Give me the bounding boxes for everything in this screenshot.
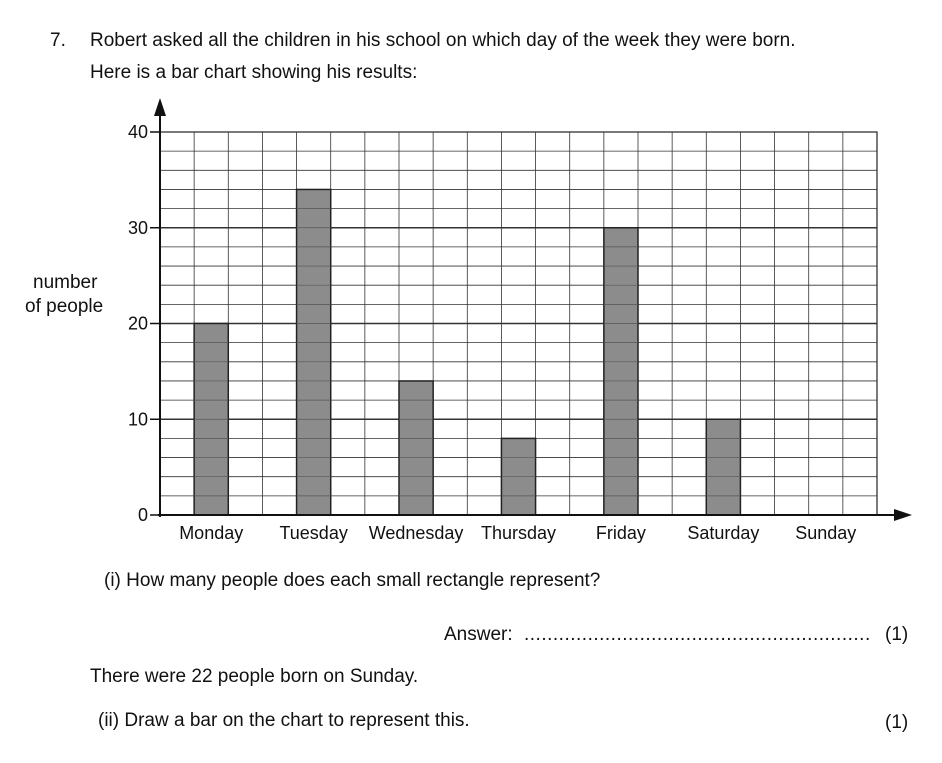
part-i-marks: (1) [885, 624, 909, 645]
y-tick-label-10: 10 [127, 409, 148, 430]
y-axis-label-line-2: of people [25, 296, 104, 317]
x-tick-label-friday: Friday [595, 523, 646, 543]
part-ii-question: (ii) Draw a bar on the chart to represent this. [98, 710, 470, 731]
x-tick-label-saturday: Saturday [687, 523, 760, 543]
bar-saturday [706, 419, 740, 515]
y-axis-label-line-1: number [33, 272, 98, 293]
y-axis-arrow-icon [154, 98, 166, 116]
question-intro-line-1: Robert asked all the children in his school on which day of the week they were born. [90, 30, 796, 51]
y-tick-label-40: 40 [127, 122, 148, 142]
y-tick-label-0: 0 [137, 505, 148, 525]
y-tick-label-30: 30 [127, 217, 148, 238]
sunday-note: There were 22 people born on Sunday. [90, 666, 419, 687]
part-i-question: (i) How many people does each small rectangle represent? [104, 570, 601, 591]
x-tick-label-tuesday: Tuesday [279, 523, 348, 543]
x-tick-label-wednesday: Wednesday [368, 523, 464, 543]
x-tick-label-sunday: Sunday [795, 523, 857, 543]
bar-friday [604, 228, 638, 515]
question-intro-line-2: Here is a bar chart showing his results: [90, 62, 418, 83]
bar-tuesday [297, 189, 331, 515]
y-tick-label-20: 20 [127, 313, 148, 334]
part-ii-marks: (1) [885, 712, 909, 733]
x-tick-label-monday: Monday [179, 523, 244, 543]
answer-line[interactable]: ............................................................ [524, 624, 871, 645]
x-tick-label-thursday: Thursday [480, 523, 557, 543]
question-number: 7. [50, 30, 66, 51]
answer-label: Answer: [444, 624, 513, 645]
x-axis-arrow-icon [894, 509, 912, 521]
bar-wednesday [399, 381, 433, 515]
